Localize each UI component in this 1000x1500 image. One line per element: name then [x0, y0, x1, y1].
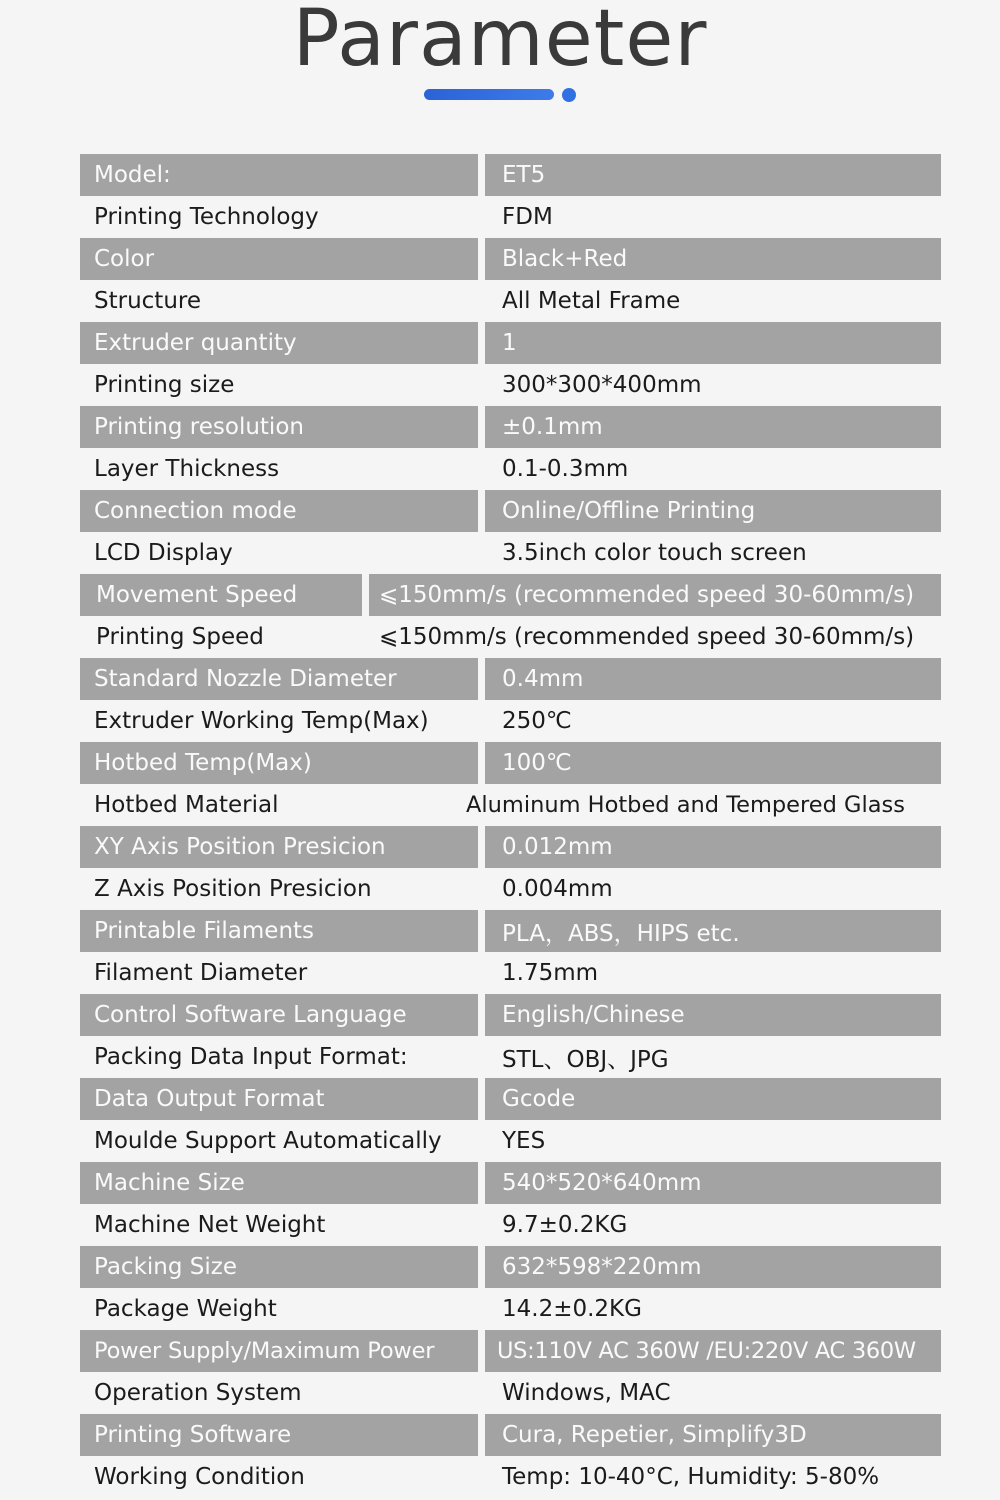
spec-row-structure — [80, 280, 941, 322]
spec-label: Data Output Format — [80, 1078, 478, 1120]
spec-value: 9.7±0.2KG — [502, 1212, 628, 1238]
spec-row-printing-technology — [80, 196, 941, 238]
spec-value: Gcode — [485, 1078, 941, 1120]
title-underline-bar — [424, 89, 554, 100]
spec-value: 1 — [485, 322, 941, 364]
spec-value: FDM — [502, 204, 553, 230]
spec-value: PLA，ABS，HIPS etc. — [485, 910, 941, 952]
spec-row-operation-system — [80, 1372, 941, 1414]
spec-row-hotbed-temp — [80, 742, 941, 784]
spec-row-standard-nozzle-diameter — [80, 658, 941, 700]
spec-label: Filament Diameter — [94, 960, 308, 986]
spec-value: 0.012mm — [485, 826, 941, 868]
spec-value: 300*300*400mm — [502, 372, 702, 398]
spec-label: Packing Size — [80, 1246, 478, 1288]
spec-label: Movement Speed — [80, 574, 362, 616]
spec-label: Printing resolution — [80, 406, 478, 448]
spec-row-machine-net-weight — [80, 1204, 941, 1246]
spec-label: Operation System — [94, 1380, 302, 1406]
spec-value: YES — [502, 1128, 546, 1154]
spec-row-xy-axis-precision — [80, 826, 941, 868]
spec-value: Aluminum Hotbed and Tempered Glass — [466, 792, 905, 818]
spec-label: Hotbed Temp(Max) — [80, 742, 478, 784]
spec-label: Power Supply/Maximum Power — [80, 1330, 478, 1372]
spec-label: Machine Net Weight — [94, 1212, 326, 1238]
spec-label: Packing Data Input Format: — [94, 1044, 408, 1070]
spec-label: Printing Technology — [94, 204, 319, 230]
spec-row-data-input-format — [80, 1036, 941, 1078]
spec-label: Machine Size — [80, 1162, 478, 1204]
spec-row-packing-size — [80, 1246, 941, 1288]
spec-row-support-automatically — [80, 1120, 941, 1162]
spec-row-hotbed-material — [80, 784, 941, 826]
spec-label: Model: — [80, 154, 478, 196]
spec-label: Working Condition — [94, 1464, 305, 1490]
spec-row-package-weight — [80, 1288, 941, 1330]
spec-row-filament-diameter — [80, 952, 941, 994]
spec-row-printing-resolution — [80, 406, 941, 448]
spec-value: 0.004mm — [502, 876, 613, 902]
spec-row-connection-mode — [80, 490, 941, 532]
spec-label: Printable Filaments — [80, 910, 478, 952]
spec-value: 632*598*220mm — [485, 1246, 941, 1288]
spec-row-printing-software — [80, 1414, 941, 1456]
spec-label: Structure — [94, 288, 201, 314]
spec-value: Temp: 10-40°C, Humidity: 5-80% — [502, 1464, 880, 1490]
spec-row-movement-speed — [80, 574, 941, 616]
spec-row-extruder-working-temp — [80, 700, 941, 742]
spec-value: Cura, Repetier, Simplify3D — [485, 1414, 941, 1456]
spec-row-control-software-language — [80, 994, 941, 1036]
spec-label: Standard Nozzle Diameter — [80, 658, 478, 700]
spec-label: Printing size — [94, 372, 235, 398]
spec-value: US:110V AC 360W /EU:220V AC 360W — [485, 1330, 941, 1372]
spec-value: Windows, MAC — [502, 1380, 671, 1406]
spec-value: All Metal Frame — [502, 288, 681, 314]
spec-value: 14.2±0.2KG — [502, 1296, 642, 1322]
spec-label: Printing Software — [80, 1414, 478, 1456]
spec-row-power-supply — [80, 1330, 941, 1372]
spec-label: Moulde Support Automatically — [94, 1128, 442, 1154]
spec-row-lcd-display — [80, 532, 941, 574]
spec-row-working-condition — [80, 1456, 941, 1498]
spec-label: Extruder Working Temp(Max) — [94, 708, 429, 734]
spec-value: ⩽150mm/s (recommended speed 30-60mm/s) — [369, 574, 941, 616]
spec-value: 0.1-0.3mm — [502, 456, 629, 482]
spec-row-printing-size — [80, 364, 941, 406]
spec-label: Control Software Language — [80, 994, 478, 1036]
spec-value: ±0.1mm — [485, 406, 941, 448]
spec-label: LCD Display — [94, 540, 233, 566]
spec-value: 1.75mm — [502, 960, 599, 986]
spec-label: Package Weight — [94, 1296, 277, 1322]
spec-row-data-output-format — [80, 1078, 941, 1120]
spec-row-layer-thickness — [80, 448, 941, 490]
title-underline-dot — [562, 88, 576, 102]
spec-label: Connection mode — [80, 490, 478, 532]
spec-value: Black+Red — [485, 238, 941, 280]
spec-value: English/Chinese — [485, 994, 941, 1036]
spec-row-model — [80, 154, 941, 196]
spec-label: Hotbed Material — [94, 792, 279, 818]
spec-value: 100℃ — [485, 742, 941, 784]
spec-label: XY Axis Position Presicion — [80, 826, 478, 868]
spec-label: Extruder quantity — [80, 322, 478, 364]
spec-value: ⩽150mm/s (recommended speed 30-60mm/s) — [379, 624, 915, 650]
spec-label: Z Axis Position Presicion — [94, 876, 372, 902]
page-title: Parameter — [292, 0, 708, 84]
spec-row-printable-filaments — [80, 910, 941, 952]
spec-row-extruder-quantity — [80, 322, 941, 364]
spec-row-z-axis-precision — [80, 868, 941, 910]
spec-table — [80, 154, 941, 1498]
spec-row-machine-size — [80, 1162, 941, 1204]
spec-row-printing-speed — [80, 616, 941, 658]
spec-value: 3.5inch color touch screen — [502, 540, 807, 566]
spec-value: 0.4mm — [485, 658, 941, 700]
spec-value: 540*520*640mm — [485, 1162, 941, 1204]
spec-value: STL、OBJ、JPG — [502, 1046, 669, 1073]
spec-value: 250℃ — [502, 708, 572, 734]
spec-label: Printing Speed — [96, 624, 264, 650]
spec-value: ET5 — [485, 154, 941, 196]
spec-value: Online/Offline Printing — [485, 490, 941, 532]
spec-label: Layer Thickness — [94, 456, 280, 482]
spec-row-color — [80, 238, 941, 280]
spec-label: Color — [80, 238, 478, 280]
